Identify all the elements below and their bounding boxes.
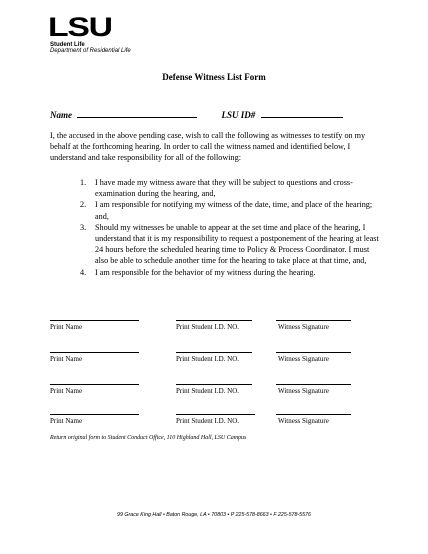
unit-name: Student Life [50,42,85,48]
student-id-line[interactable] [176,414,255,415]
print-name-label: Print Name [50,417,83,425]
student-id-line[interactable] [176,384,252,385]
list-item [80,199,380,221]
name-label: Name [50,110,72,120]
name-id-row [50,109,343,120]
student-id-label: Print Student I.D. NO. [176,417,239,425]
print-name-label: Print Name [50,387,83,395]
list-item [80,222,380,267]
list-number: 2. [80,200,87,210]
witness-signature-label: Witness Signature [278,355,329,363]
form-title: Defense Witness List Form [162,72,266,82]
intro-paragraph: I, the accused in the above pending case, wish to call the following as witnesses to testify on my behalf at the forthcoming hearing. In order to call the witness named and identified below, I understand and take responsibility for all of the following: [50,131,366,162]
list-item [80,267,380,278]
footer-address: 99 Grace King Hall • Baton Rouge, LA • 70803 • P 225-578-8663 • F 225-578-5576 [117,512,311,518]
list-text: I am responsible for the behavior of my witness during the hearing. [95,267,316,277]
lsu-logo: LSU [48,12,112,42]
list-text: I am responsible for notifying my witness of the date, time, and place of the hearing; and, [95,200,373,221]
witness-signature-label: Witness Signature [278,417,329,425]
student-id-label: Print Student I.D. NO. [176,387,239,395]
print-name-line[interactable] [50,384,139,385]
student-id-label: Print Student I.D. NO. [176,355,239,363]
witness-signature-label: Witness Signature [278,387,329,395]
id-label: LSU ID# [221,110,256,120]
id-field[interactable] [261,109,343,118]
responsibility-list [80,177,380,278]
student-id-line[interactable] [176,352,252,353]
witness-signature-label: Witness Signature [278,323,329,331]
list-number: 1. [80,178,87,187]
department-name: Department of Residential Life [50,48,131,54]
witness-signature-line[interactable] [276,384,351,385]
print-name-line[interactable] [50,320,139,321]
student-id-line[interactable] [176,320,252,321]
student-id-label: Print Student I.D. NO. [176,323,239,331]
print-name-label: Print Name [50,323,83,331]
list-text: I have made my witness aware that they will be subject to questions and cross-examination during the hearing, and, [95,178,353,199]
print-name-label: Print Name [50,355,83,363]
list-number: 3. [80,222,87,232]
print-name-line[interactable] [50,352,139,353]
return-note: Return original form to Student Conduct Office, 110 Highland Hall, LSU Campus [50,435,247,441]
witness-signature-line[interactable] [276,352,351,353]
witness-signature-line[interactable] [276,320,351,321]
witness-signature-line[interactable] [276,414,351,415]
list-text: Should my witnesses be unable to appear at the set time and place of the hearing, I understand that it is my responsibility to request a postponement of the hearing at least 24 hours before the scheduled hearing time to Policy & Process Coordinator. I must also be able to schedule another time for the hearing to take place at that time, and, [95,222,379,266]
list-item [80,177,380,199]
print-name-line[interactable] [50,414,139,415]
list-number: 4. [80,267,87,277]
name-field[interactable] [77,109,197,118]
